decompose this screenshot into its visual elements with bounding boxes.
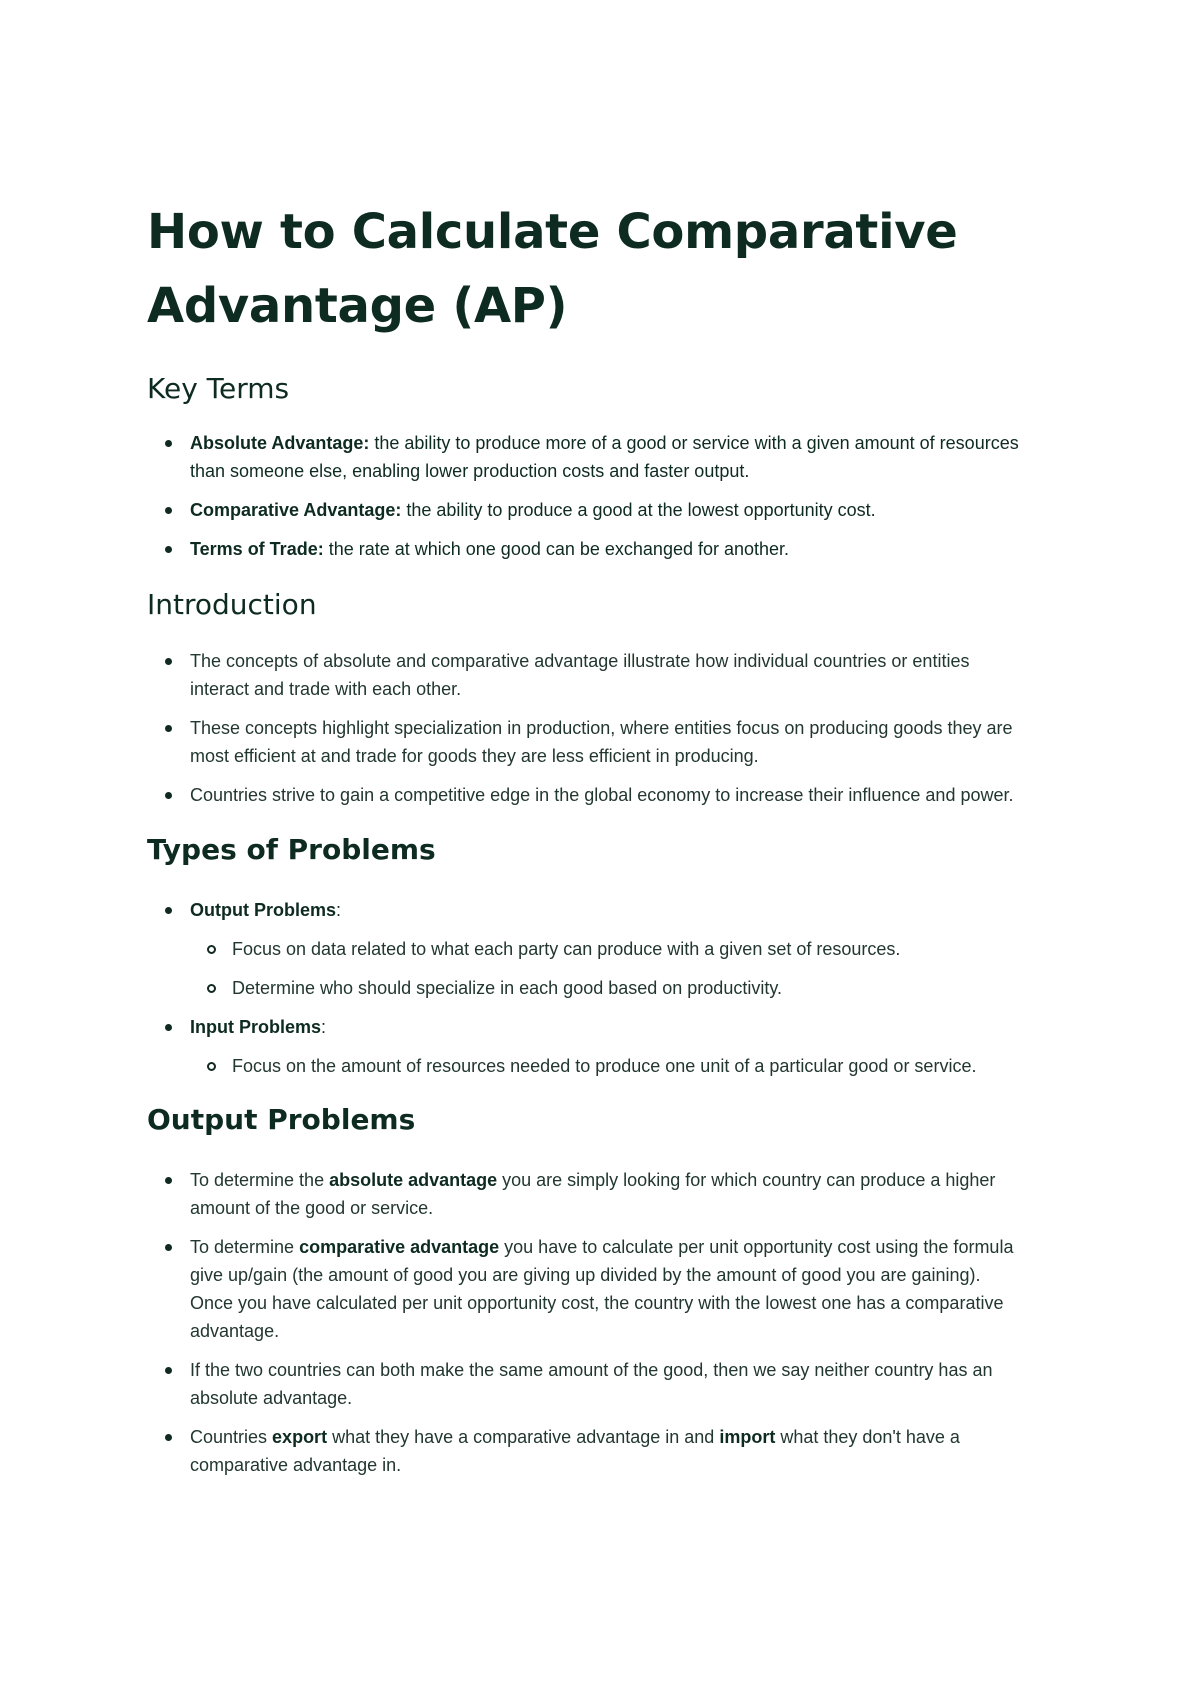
bold-term: export	[272, 1427, 328, 1447]
key-terms-heading: Key Terms	[147, 372, 290, 405]
list-item	[147, 1166, 1027, 1222]
list-item	[147, 1423, 1027, 1479]
sub-list-item: Focus on data related to what each party can produce with a given set of resources.	[147, 935, 1027, 963]
bold-term: absolute advantage	[329, 1170, 498, 1190]
problem-type-colon: :	[336, 900, 342, 920]
sub-list-item: Determine who should specialize in each good based on productivity.	[147, 974, 1027, 1002]
list-item	[147, 1233, 1027, 1345]
introduction-list	[147, 647, 1027, 809]
types-of-problems-heading: Types of Problems	[147, 833, 436, 866]
bold-term: import	[719, 1427, 776, 1447]
key-term-definition: the ability to produce a good at the lowest opportunity cost.	[401, 500, 876, 520]
list-item: Countries strive to gain a competitive edge in the global economy to increase their influence and power.	[147, 781, 1027, 809]
text-span: To determine the	[190, 1170, 330, 1190]
problem-type-label: Input Problems	[190, 1017, 322, 1037]
key-term-name: Comparative Advantage:	[190, 500, 402, 520]
key-term-item	[147, 535, 1027, 563]
text-span: Countries	[190, 1427, 273, 1447]
text-span: To determine	[190, 1237, 300, 1257]
text-span: you have to calculate per unit opportunity cost using the formula give up/gain (the amount of good you are giving up divided by the amount of good you are gaining). Once you have calculated per unit opportunity cost, the country with the lowest one has a comparative advantage.	[190, 1237, 1014, 1341]
output-problems-list	[147, 1166, 1027, 1479]
text-span: what they have a comparative advantage in and	[327, 1427, 720, 1447]
key-term-name: Absolute Advantage:	[190, 433, 370, 453]
key-terms-list	[147, 429, 1027, 563]
key-term-definition: the rate at which one good can be exchanged for another.	[323, 539, 790, 559]
list-item: The concepts of absolute and comparative advantage illustrate how individual countries or entities interact and trade with each other.	[147, 647, 1027, 703]
problem-type-colon: :	[321, 1017, 327, 1037]
key-term-name: Terms of Trade:	[190, 539, 324, 559]
text-span: you are simply looking for which country can produce a higher amount of the good or service.	[190, 1170, 996, 1218]
introduction-heading: Introduction	[147, 588, 317, 621]
list-item: If the two countries can both make the same amount of the good, then we say neither country has an absolute advantage.	[147, 1356, 1027, 1412]
problem-type-label: Output Problems	[190, 900, 337, 920]
list-item: These concepts highlight specialization in production, where entities focus on producing goods they are most efficient at and trade for goods they are less efficient in producing.	[147, 714, 1027, 770]
document-page	[147, 195, 1027, 1490]
problem-type-input	[147, 1013, 1027, 1041]
page-title: How to Calculate Comparative Advantage (AP)	[147, 204, 958, 334]
key-term-item	[147, 496, 1027, 524]
output-problems-heading: Output Problems	[147, 1103, 416, 1136]
key-term-definition: the ability to produce more of a good or service with a given amount of resources than someone else, enabling lower production costs and faster output.	[190, 433, 1019, 481]
bold-term: comparative advantage	[299, 1237, 500, 1257]
key-term-item	[147, 429, 1027, 485]
text-span: what they don't have a comparative advantage in.	[190, 1427, 960, 1475]
types-of-problems-list	[147, 896, 1027, 1080]
sub-list-item: Focus on the amount of resources needed to produce one unit of a particular good or service.	[147, 1052, 1027, 1080]
problem-type-output	[147, 896, 1027, 924]
